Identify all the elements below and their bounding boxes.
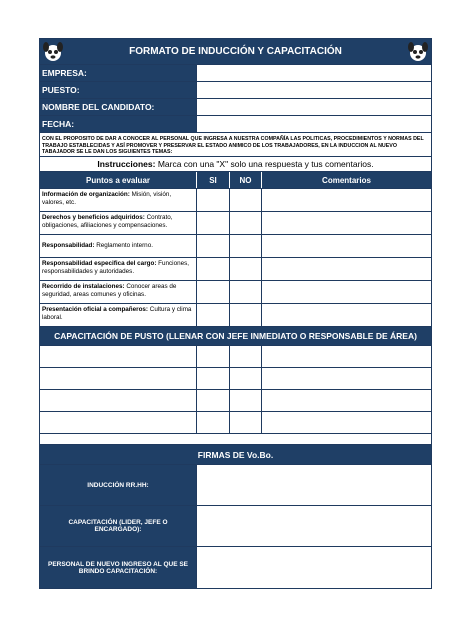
point-title: Recorrido de instalaciones: bbox=[42, 283, 125, 290]
signature-label: INDUCCIÓN RR.HH: bbox=[40, 465, 197, 505]
info-label: EMPRESA: bbox=[40, 65, 197, 81]
description-text: CON EL PROPOSITO DE DAR A CONOCER AL PERSONAL QUE INGRESA A NUESTRA COMPAÑÍA LAS POLITICAS, PROCEDIMIENTOS Y NORMAS DEL TRABAJO ESTABLECIDAS Y ASÍ PROMOVER Y PRESERVAR EL ESTADO ANIMICO DE LOS TRABAJADORES, EN LA INDUCCION AL NUEVO TABAJADOR SE LE DAN LOS SIGUIENTES TEMAS: bbox=[42, 136, 424, 156]
comment-cell[interactable] bbox=[262, 304, 431, 326]
signature-field[interactable] bbox=[197, 547, 431, 588]
point-title: Información de organización: bbox=[42, 191, 130, 198]
info-label: PUESTO: bbox=[40, 82, 197, 98]
si-cell[interactable] bbox=[197, 390, 230, 411]
info-row-candidato bbox=[40, 99, 431, 116]
point-detail: Cultura y clima laboral. bbox=[42, 306, 192, 321]
comment-cell[interactable] bbox=[262, 258, 431, 280]
no-cell[interactable] bbox=[230, 304, 262, 326]
col-header-puntos: Puntos a evaluar bbox=[40, 172, 197, 188]
puesto-field[interactable] bbox=[197, 82, 431, 98]
info-row-puesto bbox=[40, 82, 431, 99]
si-cell[interactable] bbox=[197, 235, 230, 257]
info-row-fecha bbox=[40, 116, 431, 133]
table-row bbox=[40, 258, 431, 281]
no-cell[interactable] bbox=[230, 212, 262, 234]
point-title: Presentación oficial a compañeros: bbox=[42, 306, 149, 313]
training-topic-cell[interactable] bbox=[40, 346, 197, 367]
si-cell[interactable] bbox=[197, 412, 230, 433]
signature-field[interactable] bbox=[197, 506, 431, 546]
point-detail: Misión, visión, valores, etc. bbox=[42, 191, 172, 206]
comment-cell[interactable] bbox=[262, 368, 431, 389]
signature-label: PERSONAL DE NUEVO INGRESO AL QUE SE BRINDO CAPACITACIÓN: bbox=[40, 547, 197, 588]
point-cell bbox=[40, 258, 197, 280]
si-cell[interactable] bbox=[197, 346, 230, 367]
form-title-bar bbox=[40, 39, 431, 65]
no-cell[interactable] bbox=[230, 189, 262, 211]
signature-row bbox=[40, 506, 431, 547]
point-cell bbox=[40, 235, 197, 257]
form-description bbox=[40, 133, 431, 157]
training-row bbox=[40, 346, 431, 368]
training-row bbox=[40, 368, 431, 390]
comment-cell[interactable] bbox=[262, 281, 431, 303]
training-section-header bbox=[40, 327, 431, 346]
section-spacer bbox=[40, 434, 431, 445]
signature-row bbox=[40, 547, 431, 588]
signatures-section-header bbox=[40, 445, 431, 465]
comment-cell[interactable] bbox=[262, 235, 431, 257]
point-cell bbox=[40, 281, 197, 303]
info-label: FECHA: bbox=[40, 116, 197, 132]
comment-cell[interactable] bbox=[262, 189, 431, 211]
evaluation-header bbox=[40, 172, 431, 189]
fecha-field[interactable] bbox=[197, 116, 431, 132]
empresa-field[interactable] bbox=[197, 65, 431, 81]
training-topic-cell[interactable] bbox=[40, 412, 197, 433]
table-row bbox=[40, 212, 431, 235]
comment-cell[interactable] bbox=[262, 390, 431, 411]
cartoon-dog-mascot-icon bbox=[407, 40, 429, 64]
no-cell[interactable] bbox=[230, 412, 262, 433]
training-topic-cell[interactable] bbox=[40, 390, 197, 411]
point-detail: Funciones, responsabilidades y autoridades. bbox=[42, 260, 189, 275]
no-cell[interactable] bbox=[230, 368, 262, 389]
table-row bbox=[40, 281, 431, 304]
col-header-no: NO bbox=[230, 172, 262, 188]
comment-cell[interactable] bbox=[262, 412, 431, 433]
point-cell bbox=[40, 212, 197, 234]
signature-label: CAPACITACIÓN (LIDER, JEFE O ENCARGADO): bbox=[40, 506, 197, 546]
col-header-comentarios: Comentarios bbox=[322, 175, 371, 185]
col-header-si: SI bbox=[197, 172, 230, 188]
si-cell[interactable] bbox=[197, 304, 230, 326]
no-cell[interactable] bbox=[230, 258, 262, 280]
candidato-field[interactable] bbox=[197, 99, 431, 115]
point-detail: Contrato, obligaciones, afiliaciones y compensaciones. bbox=[42, 214, 173, 229]
point-title: Responsabilidad: bbox=[42, 242, 95, 250]
no-cell[interactable] bbox=[230, 390, 262, 411]
comment-cell[interactable] bbox=[262, 212, 431, 234]
signature-row bbox=[40, 465, 431, 506]
point-title: Responsabilidad especifica del cargo: bbox=[42, 260, 157, 267]
info-row-empresa bbox=[40, 65, 431, 82]
point-detail: Conocer areas de seguridad, areas comunes y oficinas. bbox=[42, 283, 177, 298]
no-cell[interactable] bbox=[230, 281, 262, 303]
si-cell[interactable] bbox=[197, 189, 230, 211]
point-cell bbox=[40, 304, 197, 326]
si-cell[interactable] bbox=[197, 281, 230, 303]
instructions-label: Instrucciones: bbox=[97, 159, 156, 169]
table-row bbox=[40, 235, 431, 258]
comment-cell[interactable] bbox=[262, 346, 431, 367]
signature-field[interactable] bbox=[197, 465, 431, 505]
point-detail: Reglamento interno. bbox=[94, 242, 153, 250]
training-topic-cell[interactable] bbox=[40, 368, 197, 389]
si-cell[interactable] bbox=[197, 212, 230, 234]
induction-form bbox=[39, 38, 432, 589]
form-title: FORMATO DE INDUCCIÓN Y CAPACITACIÓN bbox=[129, 46, 342, 57]
si-cell[interactable] bbox=[197, 258, 230, 280]
training-section-title: CAPACITACIÓN DE PUSTO (LLENAR CON JEFE INMEDIATO O RESPONSABLE DE ÁREA) bbox=[54, 331, 417, 341]
point-cell bbox=[40, 189, 197, 211]
point-title: Derechos y beneficios adquiridos: bbox=[42, 214, 145, 221]
training-row bbox=[40, 412, 431, 434]
cartoon-dog-mascot-icon bbox=[42, 40, 64, 64]
training-row bbox=[40, 390, 431, 412]
instructions-text: Marca con una "X" solo una respuesta y tus comentarios. bbox=[155, 159, 374, 169]
si-cell[interactable] bbox=[197, 368, 230, 389]
no-cell[interactable] bbox=[230, 235, 262, 257]
instructions-row bbox=[40, 157, 431, 172]
info-label: NOMBRE DEL CANDIDATO: bbox=[40, 99, 197, 115]
table-row bbox=[40, 189, 431, 212]
signatures-section-title: FIRMAS DE Vo.Bo. bbox=[197, 449, 274, 460]
no-cell[interactable] bbox=[230, 346, 262, 367]
table-row bbox=[40, 304, 431, 327]
